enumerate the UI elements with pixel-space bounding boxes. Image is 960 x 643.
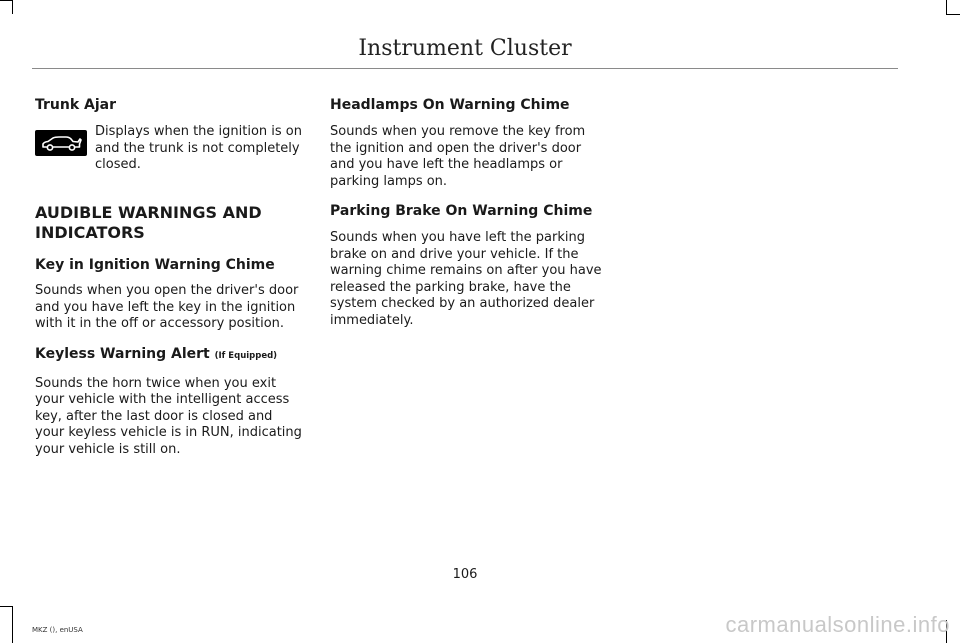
- keyless-warning-text: Sounds the horn twice when you exit your vehicle with the intelligent access key, after the last door is closed and your keyless vehicle is in RUN, indicating your vehicle is still on.: [35, 375, 302, 457]
- crop-mark: [946, 14, 960, 15]
- if-equipped-qualifier: (If Equipped): [214, 350, 278, 361]
- page-number: 106: [452, 567, 478, 582]
- key-in-ignition-heading: Key in Ignition Warning Chime: [35, 257, 275, 273]
- parking-brake-text: Sounds when you have left the parking brake on and drive your vehicle. If the warning chime remains on after you have released the parking brake, have the system checked by an authorized dealer immediately.: [330, 230, 602, 328]
- keyless-warning-title: Keyless Warning Alert: [35, 345, 210, 362]
- watermark: carmanualsonline.info: [725, 612, 950, 637]
- section-heading-line1: AUDIBLE WARNINGS AND: [35, 203, 262, 222]
- crop-mark: [12, 606, 13, 643]
- parking-brake-heading: Parking Brake On Warning Chime: [330, 203, 593, 219]
- header-divider: [32, 68, 898, 69]
- headlamps-text: Sounds when you remove the key from the ignition and open the driver's door and you have left the headlamps or parking lamps on.: [330, 124, 586, 189]
- left-column: [35, 96, 305, 458]
- crop-mark: [12, 0, 13, 14]
- key-in-ignition-text: Sounds when you open the driver's door and you have left the key in the ignition with it in the off or accessory position.: [35, 283, 299, 331]
- keyless-warning-heading: [35, 345, 305, 366]
- trunk-ajar-heading: Trunk Ajar: [35, 97, 117, 113]
- crop-mark: [0, 0, 12, 1]
- section-heading-line2: INDICATORS: [35, 223, 145, 242]
- trunk-ajar-car-icon: [35, 130, 87, 156]
- trunk-ajar-block: [35, 124, 305, 176]
- crop-mark: [946, 0, 947, 14]
- document-code: MKZ (), enUSA: [32, 626, 83, 634]
- headlamps-heading: Headlamps On Warning Chime: [330, 97, 570, 113]
- right-column: [330, 96, 602, 329]
- trunk-ajar-text: Displays when the ignition is on and the trunk is not completely closed.: [95, 124, 302, 172]
- page-header-title: Instrument Cluster: [358, 36, 572, 61]
- crop-mark: [0, 606, 12, 607]
- audible-warnings-section-heading: [35, 203, 305, 243]
